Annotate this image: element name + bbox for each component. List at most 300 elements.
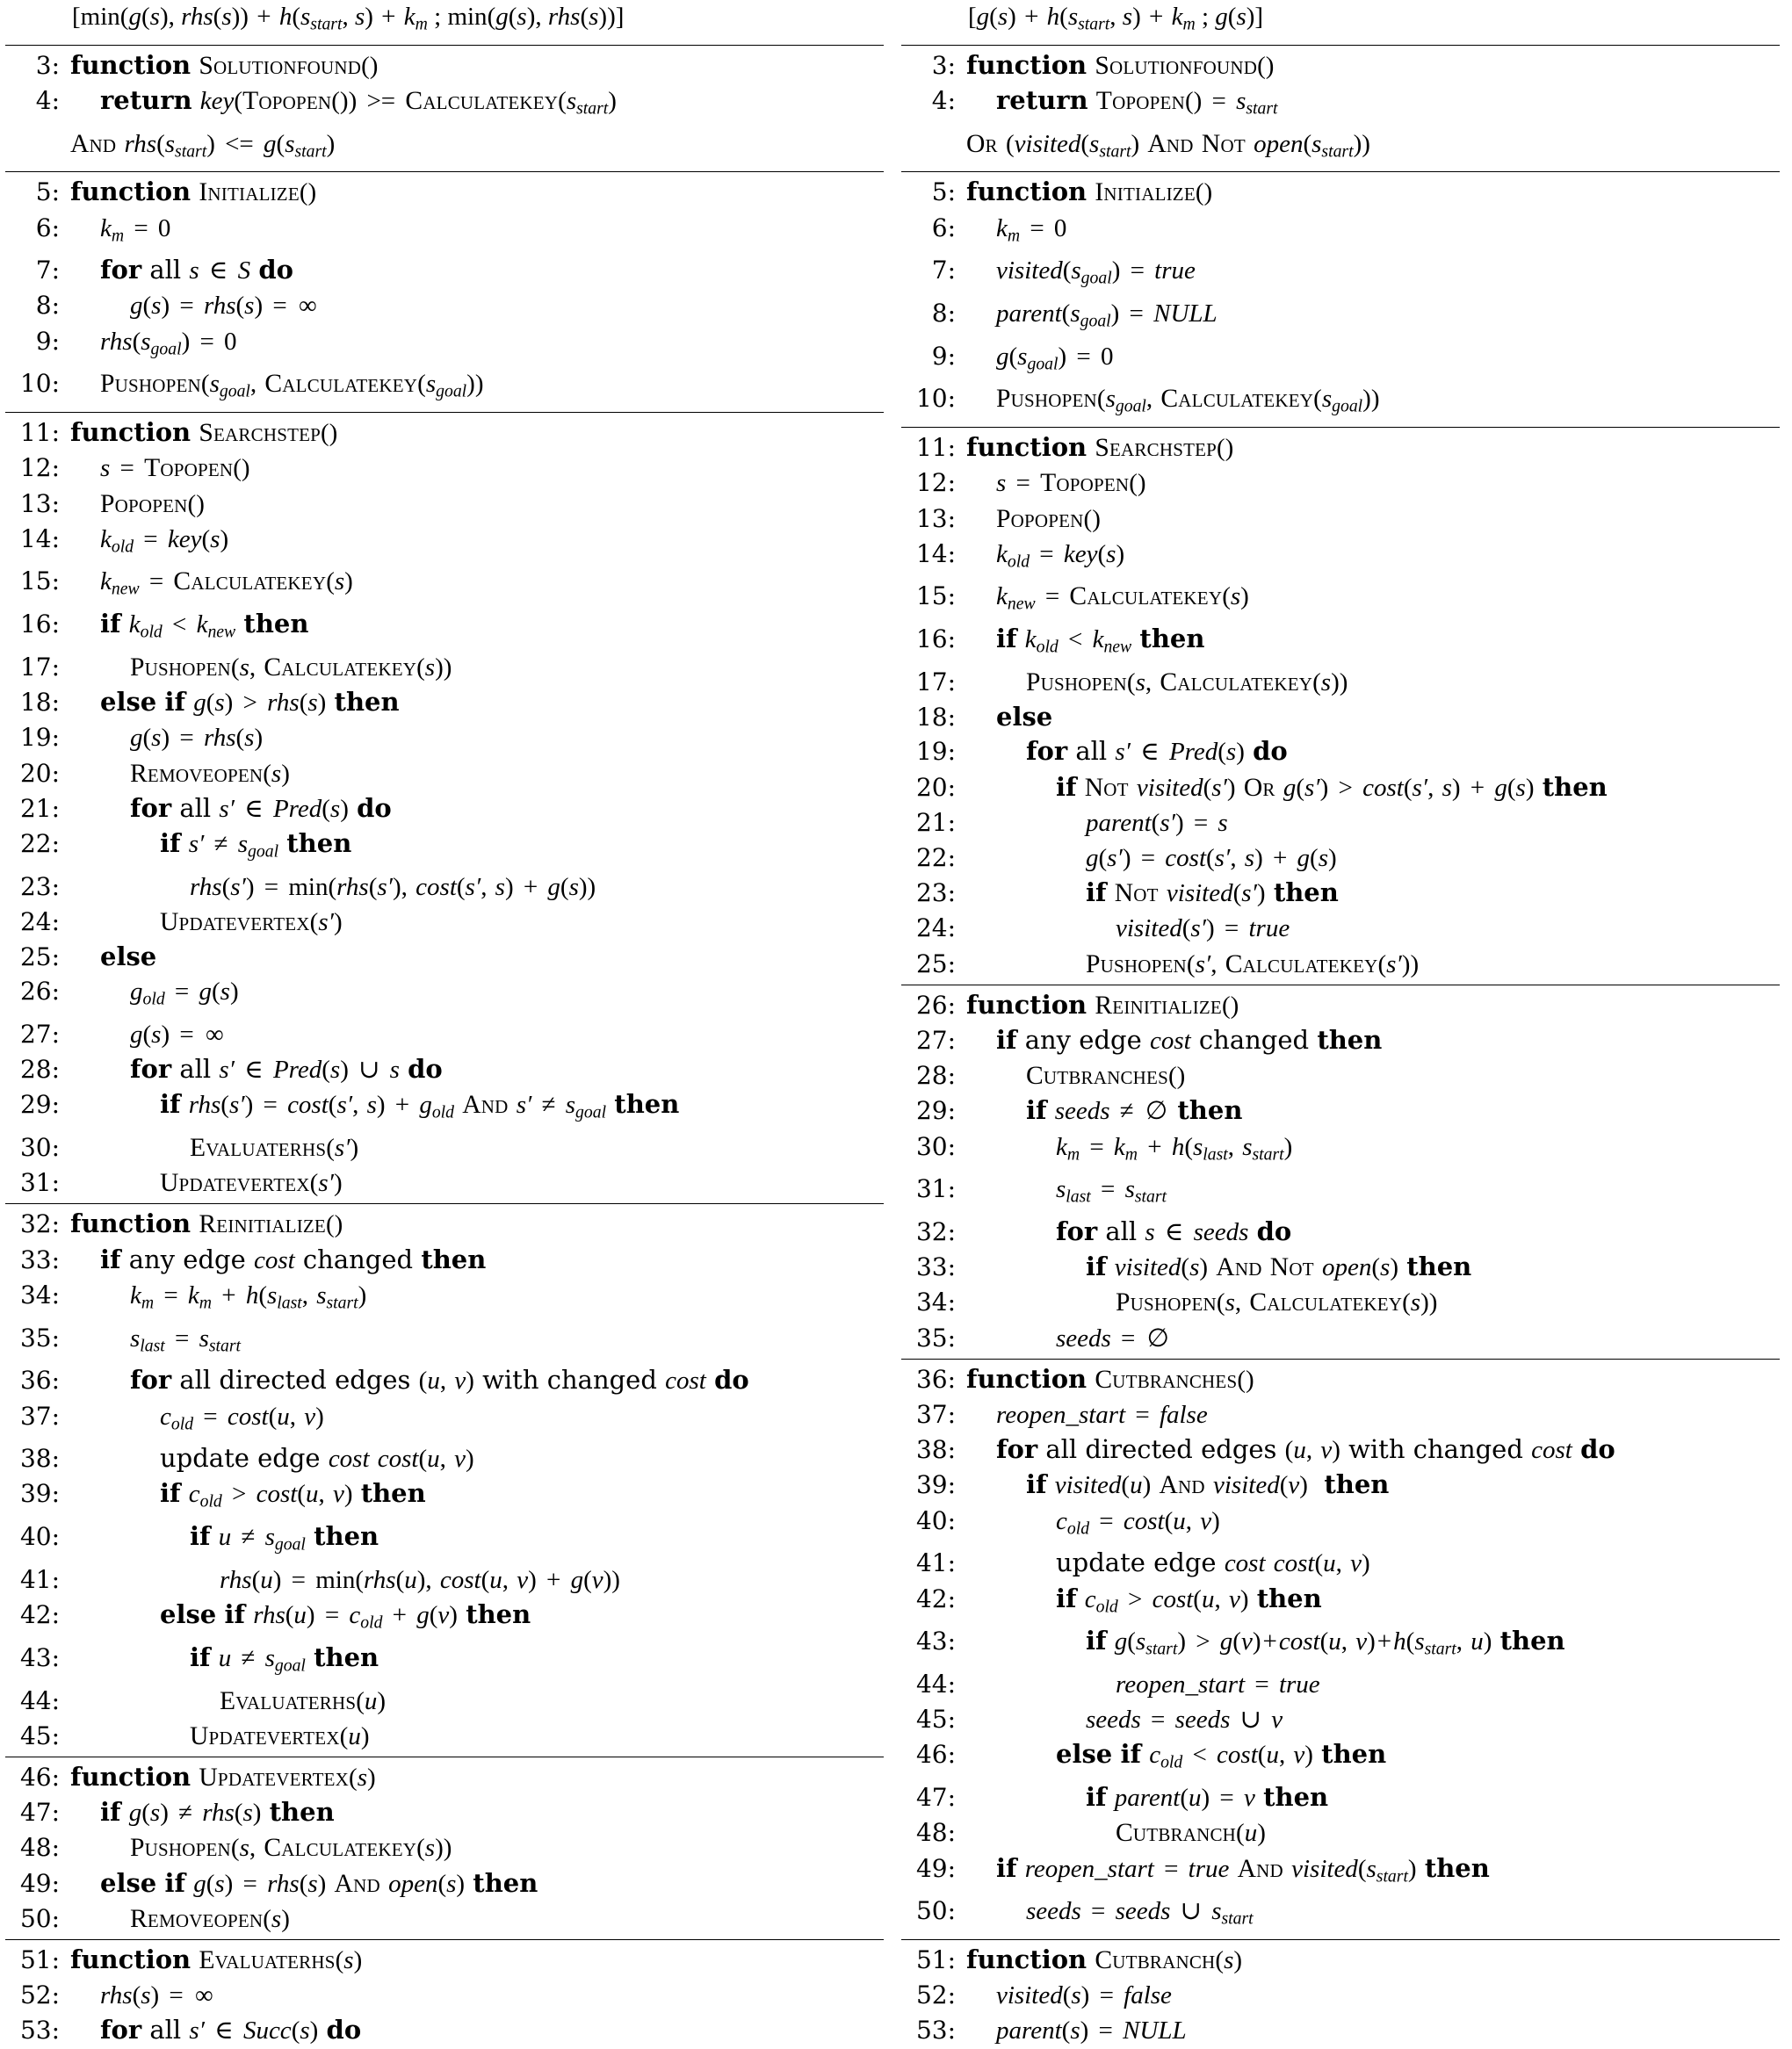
line-code: function Cutbranches() (966, 1363, 1254, 1394)
line-code: if $k_{old} < k_{new}$ then (100, 609, 309, 642)
line-code: $g(s_{goal}) = 0$ (996, 342, 1114, 374)
line-code: for all s′ ∈ Succ(s) do (100, 2015, 362, 2045)
line-code: if parent(u) = v then (1086, 1782, 1329, 1813)
algorithm-line (901, 1093, 1780, 1129)
algorithm-line (5, 650, 884, 685)
line-code: else if g(s) > rhs(s) then (100, 687, 400, 718)
line-code: else if g(s) = rhs(s) And open(s) then (100, 1867, 538, 1898)
line-number: 18: (19, 688, 60, 718)
line-number: 52: (915, 1980, 956, 2010)
line-number: 48: (19, 1833, 60, 1863)
line-number: 35: (19, 1323, 60, 1353)
algorithm-line (5, 253, 884, 288)
line-code: if g(s) ≠ rhs(s) then (100, 1797, 335, 1828)
line-number: 29: (19, 1090, 60, 1120)
algorithm-line (901, 1285, 1780, 1320)
algorithm-line (5, 1052, 884, 1087)
line-number: 45: (19, 1721, 60, 1750)
algorithm-line (5, 1795, 884, 1830)
algorithm-line (5, 869, 884, 905)
line-code: $k_{new}$ = Calculatekey(s) (100, 567, 353, 599)
line-number: 41: (19, 1564, 60, 1594)
algorithm-line (901, 339, 1780, 382)
line-number: 40: (19, 1522, 60, 1552)
line-code: if any edge cost changed then (100, 1244, 487, 1274)
line-code: else (996, 702, 1053, 732)
line-number: 45: (915, 1705, 956, 1735)
line-number: 21: (19, 793, 60, 823)
line-code: for all s′ ∈ Pred(s) do (130, 792, 392, 823)
line-code: rhs(s′) = min(rhs(s′), cost(s′, s) + g(s)) (190, 872, 596, 901)
line-number: 27: (915, 1025, 956, 1055)
line-code: $visited(s_{goal})$ = true (996, 256, 1196, 288)
algorithm-line (5, 45, 884, 83)
algorithm-line (5, 324, 884, 367)
algorithm-line (5, 1939, 884, 1978)
algorithm-line (901, 734, 1780, 769)
line-number: 36: (915, 1364, 956, 1394)
line-code: s = Topopen() (996, 469, 1146, 498)
line-number: 32: (19, 1209, 60, 1239)
line-code: Pushopen(s, Calculatekey(s)) (1026, 667, 1348, 696)
line-code: visited(s′) = true (1116, 914, 1290, 943)
line-number: 19: (915, 737, 956, 767)
line-number: 15: (19, 566, 60, 596)
line-number: 37: (19, 1401, 60, 1431)
algorithm-line (5, 1562, 884, 1598)
line-number: 6: (35, 213, 60, 242)
line-code: Updatevertex(s′) (160, 907, 343, 936)
line-code: function Initialize() (70, 177, 317, 207)
line-number: 13: (915, 503, 956, 533)
algorithm-line (5, 826, 884, 869)
line-number: 14: (19, 523, 60, 553)
algorithm-line (901, 805, 1780, 841)
line-code: function Solutionfound() (966, 49, 1275, 80)
line-number: 10: (915, 384, 956, 414)
line-code: $k_{old} = key(s)$ (100, 524, 229, 557)
line-code: Updatevertex(u) (190, 1721, 370, 1750)
line-code: Pushopen(s, Calculatekey(s)) (1116, 1288, 1438, 1317)
line-code: $parent(s_{goal})$ = NULL (996, 299, 1218, 331)
algorithm-line (5, 974, 884, 1017)
line-number: 30: (19, 1133, 60, 1163)
line-code: function Reinitialize() (70, 1208, 343, 1239)
algorithm-line (901, 537, 1780, 580)
line-code: g(s′) = cost(s′, s) + g(s) (1086, 843, 1337, 872)
line-code: if $k_{old} < k_{new}$ then (996, 624, 1205, 657)
line-code: rhs(s) = ∞ (100, 1981, 213, 2010)
line-code: function Cutbranch(s) (966, 1944, 1243, 1974)
key-expression: [$g(s) + h(s_{start}$, $s) + k_m$ ; g(s)] (968, 3, 1264, 34)
algorithm-line (5, 1641, 884, 1684)
algorithm-line (5, 1203, 884, 1242)
algorithm-line (5, 1399, 884, 1442)
algorithm-line (901, 1894, 1780, 1937)
algorithm-line (5, 171, 884, 210)
line-code: function Reinitialize() (966, 989, 1239, 1020)
algorithm-line (5, 522, 884, 565)
line-code: if $c_{old} > \cos t(u$, v) then (160, 1478, 426, 1511)
algorithm-line (901, 1432, 1780, 1468)
line-number: 35: (915, 1323, 956, 1353)
line-code: parent(s) = NULL (996, 2017, 1187, 2045)
algorithm-line (5, 1719, 884, 1754)
algorithm-line (5, 564, 884, 607)
line-number: 53: (19, 2016, 60, 2045)
algorithm-line (901, 296, 1780, 339)
line-number: 52: (19, 1980, 60, 2010)
line-number: 28: (915, 1061, 956, 1091)
line-number: 41: (915, 1548, 956, 1578)
line-code: $c_{old} = \cos t(u$, v) (1056, 1506, 1220, 1539)
algorithm-line (901, 911, 1780, 946)
line-code: $g_{old} = g(s)$ (130, 978, 239, 1009)
line-code: if $c_{old} > \cos t(u$, v) then (1056, 1583, 1322, 1617)
algorithm-line (901, 1667, 1780, 1702)
line-code: for all s′ ∈ Pred(s) ∪ s do (130, 1054, 443, 1085)
line-code: $rhs(s_{goal}) = 0$ (100, 327, 237, 359)
algorithm-line (901, 1321, 1780, 1356)
algorithm-line (901, 1780, 1780, 1815)
line-code: Evaluaterhs(s′) (190, 1134, 359, 1163)
line-number: 7: (931, 256, 956, 285)
algorithm-line (901, 1359, 1780, 1397)
algorithm-line (901, 622, 1780, 665)
algorithm-line (5, 756, 884, 791)
line-number: 42: (19, 1600, 60, 1630)
line-number: 37: (915, 1400, 956, 1430)
algorithm-line (901, 381, 1780, 424)
line-number: 4: (931, 85, 956, 115)
algorithm-line (5, 1901, 884, 1937)
algorithm-line (901, 700, 1780, 734)
line-number: 14: (915, 538, 956, 568)
line-code: for all directed edges (u, v) with changed cost do (130, 1365, 749, 1396)
line-code: Or ($visited(s_{start})$ And Not $open(s_{start})$) (966, 129, 1370, 162)
algorithm-line (901, 1172, 1780, 1215)
line-code: g(s) = ∞ (130, 1020, 224, 1049)
line-number: 39: (19, 1479, 60, 1509)
line-number: 6: (931, 213, 956, 242)
line-number: 23: (19, 871, 60, 901)
line-code: function Solutionfound() (70, 49, 379, 80)
algorithm-line (5, 1363, 884, 1398)
line-number: 26: (19, 977, 60, 1006)
algorithm-line (901, 1250, 1780, 1285)
line-number: 8: (35, 291, 60, 321)
line-code: visited(s) = false (996, 1981, 1172, 2010)
algorithm-line (5, 791, 884, 826)
line-number: 51: (915, 1944, 956, 1974)
line-number: 10: (19, 369, 60, 399)
line-number: 19: (19, 723, 60, 753)
algorithm-line (901, 665, 1780, 700)
algorithm-continuation-line (5, 126, 884, 170)
line-number: 25: (915, 949, 956, 978)
line-code: parent(s′) = s (1086, 808, 1228, 837)
line-code: return key(Topopen()) >= $Calculatekey(s_{start})$ (100, 84, 617, 119)
line-number: 22: (915, 842, 956, 872)
algorithm-line (5, 1017, 884, 1052)
line-number: 28: (19, 1055, 60, 1085)
algorithm-line (5, 1598, 884, 1641)
line-code: rhs(u) = min(rhs(u), cost(u, v) + g(v)) (220, 1565, 620, 1594)
algorithm-line (5, 1866, 884, 1901)
line-code: $s_{last} = s_{start}$ (130, 1324, 241, 1356)
algorithm-line (901, 1023, 1780, 1058)
line-code: Popopen() (996, 504, 1101, 533)
algorithm-line (901, 1582, 1780, 1625)
algorithm-line (5, 905, 884, 940)
algorithm-line (5, 83, 884, 126)
line-number: 33: (915, 1252, 956, 1282)
line-number: 3: (931, 50, 956, 80)
line-code: for all s′ ∈ Pred(s) do (1026, 736, 1288, 767)
algorithm-line (5, 1519, 884, 1562)
line-number: 53: (915, 2016, 956, 2045)
line-number: 12: (915, 468, 956, 498)
line-code: $k_m = k_m + h(s_{last}$, $s_{start}$) (1056, 1132, 1293, 1165)
line-code: else (100, 942, 157, 972)
line-code: seeds = ∅ (1056, 1324, 1169, 1353)
algorithm-line (5, 685, 884, 720)
line-code: function Searchstep() (70, 417, 338, 448)
line-number: 50: (915, 1896, 956, 1926)
line-number: 9: (931, 341, 956, 371)
algorithm-line (901, 1397, 1780, 1432)
line-number: 12: (19, 453, 60, 483)
line-number: 17: (915, 667, 956, 696)
line-code: Evaluaterhs(u) (220, 1686, 387, 1715)
line-number: 51: (19, 1944, 60, 1974)
algorithm-line (901, 2013, 1780, 2048)
line-number: 36: (19, 1366, 60, 1396)
line-code: update edge cost cost(u, v) (1056, 1548, 1370, 1578)
line-number: 26: (915, 990, 956, 1020)
line-number: 24: (915, 913, 956, 943)
algorithm-line (901, 211, 1780, 254)
algorithm-line (5, 2013, 884, 2048)
line-code: reopen_start = true (1116, 1670, 1320, 1699)
algorithm-line (901, 427, 1780, 465)
line-code: if seeds ≠ ∅ then (1026, 1095, 1243, 1126)
line-number: 34: (19, 1280, 60, 1309)
line-code: $k_m = 0$ (996, 213, 1067, 246)
algorithm-line (901, 253, 1780, 296)
algorithm-line (901, 1978, 1780, 2013)
algorithm-line (901, 841, 1780, 876)
line-code: for all s ∈ S do (100, 255, 293, 285)
algorithm-line (901, 579, 1780, 622)
line-code: $Pushopen(s_{goal}$, $Calculatekey(s_{goal})$) (996, 385, 1380, 416)
line-number: 29: (915, 1096, 956, 1126)
algorithm-line (901, 1815, 1780, 1851)
line-number: 39: (915, 1470, 956, 1500)
algorithm-line (5, 940, 884, 974)
algorithm-line (901, 1546, 1780, 1581)
line-number: 5: (35, 177, 60, 207)
algorithm-line (5, 1684, 884, 1719)
line-number: 48: (915, 1818, 956, 1848)
line-code: if Not visited(s′) Or g(s′) > cost(s′, s) + g(s) then (1056, 771, 1608, 802)
line-number: 32: (915, 1217, 956, 1246)
line-number: 8: (931, 299, 956, 328)
algorithm-line (901, 876, 1780, 911)
algorithm-line (5, 1757, 884, 1795)
algorithm-line (901, 1737, 1780, 1780)
algorithm-line (901, 1702, 1780, 1737)
line-code: $s_{last} = s_{start}$ (1056, 1175, 1167, 1207)
line-code: if rhs(s′) = cost(s′, $s) + g_{old}$ And $s' \ne s_{goal}$ then (160, 1089, 680, 1122)
algorithm-line (901, 1215, 1780, 1250)
algorithm-line (5, 211, 884, 254)
key-expression: [min(g(s), $rhs(s)) + h(s_{start}$, $s) + k_m$ ; min(g(s), rhs(s))] (72, 3, 625, 34)
line-code: Pushopen(s′, Calculatekey(s′)) (1086, 949, 1420, 978)
line-code: if visited(s) And Not open(s) then (1086, 1252, 1472, 1282)
line-code: Cutbranches() (1026, 1062, 1186, 1091)
line-number: 34: (915, 1288, 956, 1317)
line-code: if any edge cost changed then (996, 1024, 1383, 1055)
algorithm-column-right (896, 0, 1792, 2045)
line-number: 38: (915, 1435, 956, 1465)
line-code: if $u \ne s_{goal}$ then (190, 1521, 379, 1555)
line-code: s = Topopen() (100, 454, 250, 483)
line-code: reopen_start = false (996, 1401, 1208, 1430)
algorithm-line (901, 1058, 1780, 1093)
algorithm-line (5, 1165, 884, 1201)
line-code: update edge cost cost(u, v) (160, 1443, 474, 1474)
algorithm-line (901, 1129, 1780, 1172)
line-code: seeds = seeds ∪ $s_{start}$ (1026, 1897, 1254, 1929)
line-code: Removeopen(s) (130, 759, 290, 788)
line-number: 49: (915, 1853, 956, 1883)
line-number: 3: (35, 50, 60, 80)
line-number: 30: (915, 1131, 956, 1161)
line-number: 40: (915, 1505, 956, 1535)
line-number: 4: (35, 85, 60, 115)
line-code: else if $c_{old} < \cos t(u$, v) then (1056, 1739, 1387, 1772)
line-number: 50: (19, 1903, 60, 1933)
algorithm-line (901, 1624, 1780, 1667)
line-number: 49: (19, 1868, 60, 1898)
line-number: 18: (915, 703, 956, 732)
line-code: for all directed edges (u, v) with changed cost do (996, 1434, 1615, 1465)
line-number: 23: (915, 878, 956, 908)
line-number: 46: (915, 1740, 956, 1770)
line-code: Pushopen(s, Calculatekey(s)) (130, 1834, 452, 1863)
line-number: 43: (19, 1642, 60, 1672)
line-number: 47: (915, 1783, 956, 1813)
algorithm-line (5, 1830, 884, 1865)
line-number: 43: (915, 1627, 956, 1656)
line-number: 16: (19, 610, 60, 639)
line-number: 16: (915, 624, 956, 654)
line-number: 17: (19, 652, 60, 682)
algorithm-line (901, 1939, 1780, 1978)
line-number: 11: (915, 433, 956, 463)
line-number: 22: (19, 828, 60, 858)
algorithm-column-left (0, 0, 896, 2045)
line-code: $k_m = k_m + h(s_{last}$, $s_{start}$) (130, 1281, 367, 1313)
algorithm-line (5, 607, 884, 650)
line-number: 42: (915, 1584, 956, 1613)
algorithm-line (5, 412, 884, 451)
algorithm-line (901, 45, 1780, 83)
algorithm-line (901, 465, 1780, 501)
algorithm-line (5, 720, 884, 755)
line-code: $Pushopen(s_{goal}$, $Calculatekey(s_{goal})$) (100, 370, 484, 401)
line-code: else if $rhs(u) = c_{old} + g(v)$ then (160, 1599, 531, 1633)
line-code: return Topopen() = $s_{start}$ (996, 84, 1278, 119)
line-number: 13: (19, 488, 60, 518)
line-code: $c_{old} = \cos t(u$, v) (160, 1402, 324, 1434)
line-code: if $g(s_{start}) > g(v)+\cos t(u$, $v)+h(s_{start}$, u) then (1086, 1626, 1565, 1659)
algorithm-line (5, 1243, 884, 1278)
algorithm-line (901, 770, 1780, 805)
algorithm-line (901, 171, 1780, 210)
line-code: function Searchstep() (966, 432, 1234, 463)
algorithm-line (5, 1476, 884, 1519)
line-code: if $u \ne s_{goal}$ then (190, 1641, 379, 1676)
line-code: Popopen() (100, 489, 205, 518)
line-number: 33: (19, 1245, 60, 1274)
line-number: 25: (19, 942, 60, 972)
line-number: 7: (35, 256, 60, 285)
line-number: 20: (19, 758, 60, 788)
line-number: 31: (19, 1168, 60, 1198)
line-number: 11: (19, 418, 60, 448)
algorithm-line (5, 1441, 884, 1476)
line-code: $k_{new}$ = Calculatekey(s) (996, 582, 1249, 614)
line-code: Pushopen(s, Calculatekey(s)) (130, 653, 452, 682)
line-code: Cutbranch(u) (1116, 1819, 1266, 1848)
line-number: 38: (19, 1444, 60, 1474)
line-code: And $rhs(s_{start}) <= g(s_{start})$ (70, 129, 336, 162)
line-code: for all s ∈ seeds do (1056, 1216, 1292, 1246)
line-code: if visited(u) And visited(v) then (1026, 1469, 1390, 1500)
algorithm-line (5, 451, 884, 486)
line-code: function Initialize() (966, 177, 1213, 207)
algorithm-line (901, 501, 1780, 537)
line-code: if $s' \ne s_{goal}$ then (160, 827, 352, 862)
line-code: g(s) = rhs(s) (130, 724, 264, 753)
line-code: $k_m = 0$ (100, 213, 171, 246)
algorithm-line (5, 1130, 884, 1165)
algorithm-line (901, 1504, 1780, 1547)
line-number: 15: (915, 581, 956, 611)
line-code: Updatevertex(s′) (160, 1169, 343, 1198)
algorithm-line (5, 1087, 884, 1130)
line-number: 21: (915, 807, 956, 837)
algorithm-line (5, 487, 884, 522)
algorithm-line (901, 947, 1780, 982)
line-code: Removeopen(s) (130, 1904, 290, 1933)
line-number: 47: (19, 1798, 60, 1828)
algorithm-line (5, 1278, 884, 1321)
line-code: g(s) = rhs(s) = ∞ (130, 292, 317, 321)
algorithm-line (901, 83, 1780, 126)
algorithm-line (901, 1851, 1780, 1894)
line-code: seeds = seeds ∪ v (1086, 1706, 1283, 1735)
algorithm-line (5, 1321, 884, 1364)
line-number: 5: (931, 177, 956, 207)
line-number: 24: (19, 906, 60, 936)
algorithm-line (5, 366, 884, 409)
algorithm-line (901, 1468, 1780, 1503)
line-code: if reopen_start = true And $visited(s_{start})$ then (996, 1852, 1490, 1887)
line-code: function Updatevertex(s) (70, 1761, 376, 1792)
